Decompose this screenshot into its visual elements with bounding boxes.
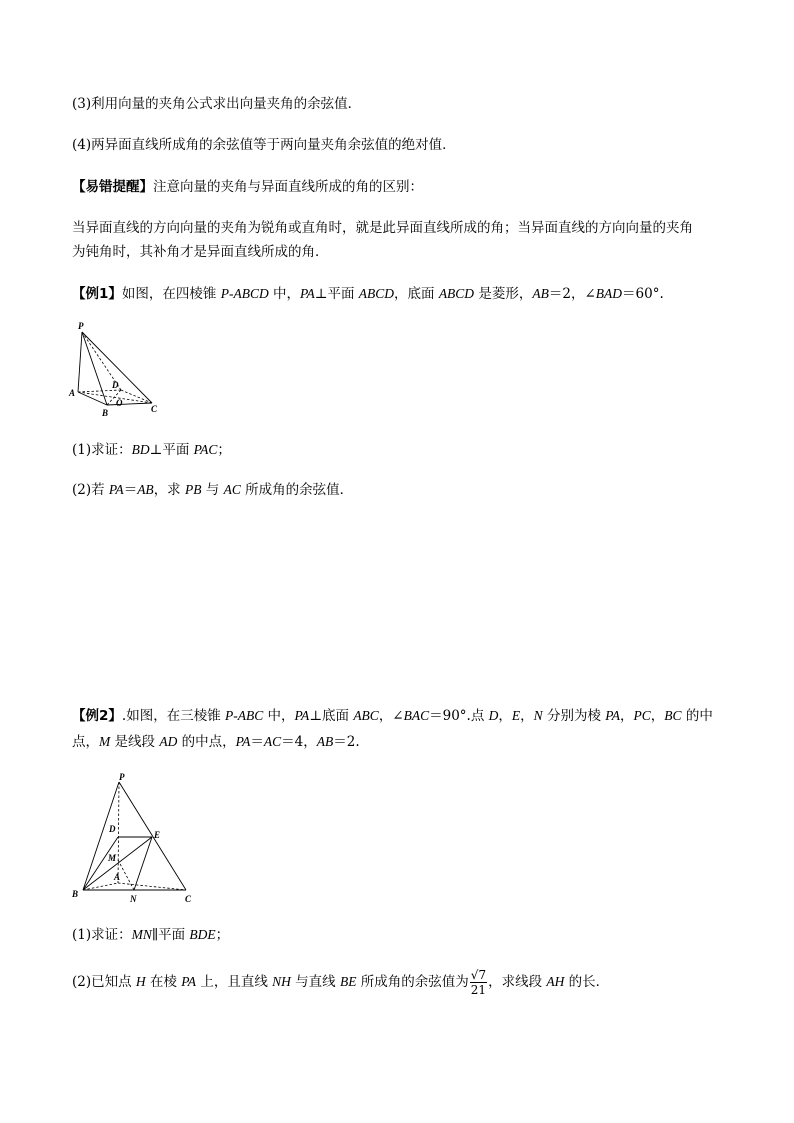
label-m: M xyxy=(108,853,117,863)
step-3-text: (3)利用向量的夹角公式求出向量夹角的余弦值． xyxy=(72,96,362,112)
text-run: (2)若 xyxy=(72,482,109,498)
sqrt-radicand: 7 xyxy=(478,968,487,982)
example1-q1 xyxy=(72,440,732,460)
math-var: D xyxy=(488,708,499,723)
example1-label: 【例1】 xyxy=(72,286,122,302)
label-c: C xyxy=(151,404,158,414)
text-run: .如图，在三棱锥 xyxy=(121,708,225,724)
text-run: ，求 xyxy=(153,482,185,498)
label-e: E xyxy=(154,830,161,840)
edge-pa xyxy=(118,782,119,883)
text-run: 如图，在四棱锥 xyxy=(121,286,221,302)
label-c: C xyxy=(185,894,192,904)
label-a: A xyxy=(69,388,76,398)
example1-pyramid-figure xyxy=(66,318,176,424)
label-d: D xyxy=(112,380,119,390)
math-var: P-ABCD xyxy=(220,286,269,301)
step-4-text: (4)两异面直线所成角的余弦值等于两向量夹角余弦值的绝对值． xyxy=(72,137,456,153)
text-run: 与 xyxy=(201,482,224,498)
tip-body-line2: 为钝角时，其补角才是异面直线所成的角． xyxy=(72,244,329,260)
text-run: 在棱 xyxy=(145,974,182,990)
example2-label: 【例2】 xyxy=(72,708,122,724)
text-run: ，底面 xyxy=(394,286,439,302)
text-run: (2)已知点 xyxy=(72,974,136,990)
math-var: PAC xyxy=(193,442,218,457)
text-run: 中， xyxy=(263,708,295,724)
text-run: 所成角的余弦值． xyxy=(240,482,354,498)
math-var: BAD xyxy=(595,286,623,301)
cosine-fraction xyxy=(470,969,487,996)
math-var: PA xyxy=(235,734,251,749)
math-var: AB xyxy=(316,734,334,749)
text-run: (1)求证： xyxy=(72,442,132,458)
example1-q2 xyxy=(72,480,732,500)
math-var: N xyxy=(533,708,543,723)
edge-pa xyxy=(78,332,82,392)
text-run: 点， xyxy=(72,734,99,750)
math-var: PA xyxy=(108,482,124,497)
text-run: ＝2. xyxy=(333,734,360,750)
label-n: N xyxy=(130,894,137,904)
label-a: A xyxy=(114,872,121,882)
math-var: ABC xyxy=(353,708,379,723)
math-var: P-ABC xyxy=(225,708,264,723)
text-run: ，求线段 xyxy=(488,974,547,990)
segment-be xyxy=(83,837,152,890)
math-var: AC xyxy=(223,482,241,497)
label-p: P xyxy=(119,772,125,782)
example2-tetrahedron-figure xyxy=(66,770,202,906)
example2-q1 xyxy=(72,925,732,945)
tip-label: 【易错提醒】 xyxy=(72,179,153,195)
label-b: B xyxy=(102,408,109,418)
edge-ad xyxy=(78,390,121,392)
math-var: AD xyxy=(159,734,178,749)
math-var: MN xyxy=(131,927,152,942)
text-run: ； xyxy=(217,442,231,458)
math-var: AB xyxy=(137,482,154,497)
text-run: ＝2，∠ xyxy=(548,286,596,302)
text-run: 上，且直线 xyxy=(196,974,273,990)
tip-body-line1: 当异面直线的方向向量的夹角为锐角或直角时，就是此异面直线所成的角；当异面直线的方向向量的夹角 xyxy=(72,220,693,236)
text-run: ⊥底面 xyxy=(309,708,354,724)
text-run: ， xyxy=(520,708,534,724)
math-var: BC xyxy=(664,708,682,723)
text-run: 的中 xyxy=(681,708,713,724)
math-var: PA xyxy=(294,708,310,723)
text-run: ⊥平面 xyxy=(149,442,194,458)
math-var: E xyxy=(511,708,521,723)
text-run: 的长． xyxy=(564,974,610,990)
example2-statement-line2 xyxy=(72,732,732,752)
math-var: AB xyxy=(532,286,549,301)
math-var: NH xyxy=(272,974,291,989)
math-var: PA xyxy=(181,974,197,989)
math-var: PA xyxy=(605,708,621,723)
label-d: D xyxy=(109,824,116,834)
edge-ac xyxy=(118,883,186,890)
text-run: 所成角的余弦值为 xyxy=(356,974,469,990)
math-var: BD xyxy=(131,442,150,457)
text-run: ，∠ xyxy=(378,708,404,724)
tip-text: 注意向量的夹角与异面直线所成的角的区别： xyxy=(153,179,423,195)
text-run: ； xyxy=(215,927,230,943)
segment-ne xyxy=(134,837,152,890)
edge-bc xyxy=(107,403,152,405)
math-var: AH xyxy=(546,974,565,989)
text-run: ⊥平面 xyxy=(314,286,359,302)
math-var: PC xyxy=(633,708,651,723)
example2-q2 xyxy=(72,967,732,997)
math-var: PB xyxy=(184,482,202,497)
math-var: ABCD xyxy=(358,286,395,301)
text-run: 与直线 xyxy=(290,974,340,990)
math-var: PA xyxy=(300,286,315,301)
fraction-denominator: 21 xyxy=(470,983,487,997)
label-o: O xyxy=(116,398,123,408)
text-run: ＝60°. xyxy=(622,286,664,302)
math-var: BAC xyxy=(403,708,430,723)
math-var: AC xyxy=(263,734,282,749)
text-run: 分别为棱 xyxy=(542,708,606,724)
example2-statement-line1 xyxy=(72,706,732,726)
text-run: ， xyxy=(498,708,512,724)
text-run: 中， xyxy=(268,286,300,302)
example1-statement xyxy=(72,284,732,304)
text-run: ＝4， xyxy=(281,734,317,750)
segment-bd xyxy=(83,837,121,890)
text-run: 的中点， xyxy=(177,734,236,750)
math-var: BDE xyxy=(189,927,216,942)
math-var: M xyxy=(99,734,111,749)
text-run: ＝90°.点 xyxy=(429,708,489,724)
diagonal-ac xyxy=(78,392,152,403)
text-run: ， xyxy=(650,708,665,724)
math-var: ABCD xyxy=(438,286,475,301)
sqrt-symbol: √ xyxy=(470,968,479,982)
segment-mn xyxy=(118,860,134,890)
text-run: ＝ xyxy=(250,734,264,750)
fraction-numerator xyxy=(470,969,487,983)
edge-pc xyxy=(82,332,152,403)
label-p: P xyxy=(78,321,84,331)
tip-paragraph xyxy=(72,177,732,197)
text-run: 是菱形， xyxy=(474,286,533,302)
math-var: BE xyxy=(339,974,357,989)
edge-pb xyxy=(82,332,107,405)
edge-pc xyxy=(119,782,186,890)
text-run: ＝ xyxy=(123,482,138,498)
label-b: B xyxy=(72,889,79,899)
math-var: H xyxy=(135,974,146,989)
text-run: (1)求证： xyxy=(72,927,132,943)
text-run: ， xyxy=(620,708,634,724)
text-run: 是线段 xyxy=(110,734,160,750)
text-run: ∥平面 xyxy=(151,927,190,943)
